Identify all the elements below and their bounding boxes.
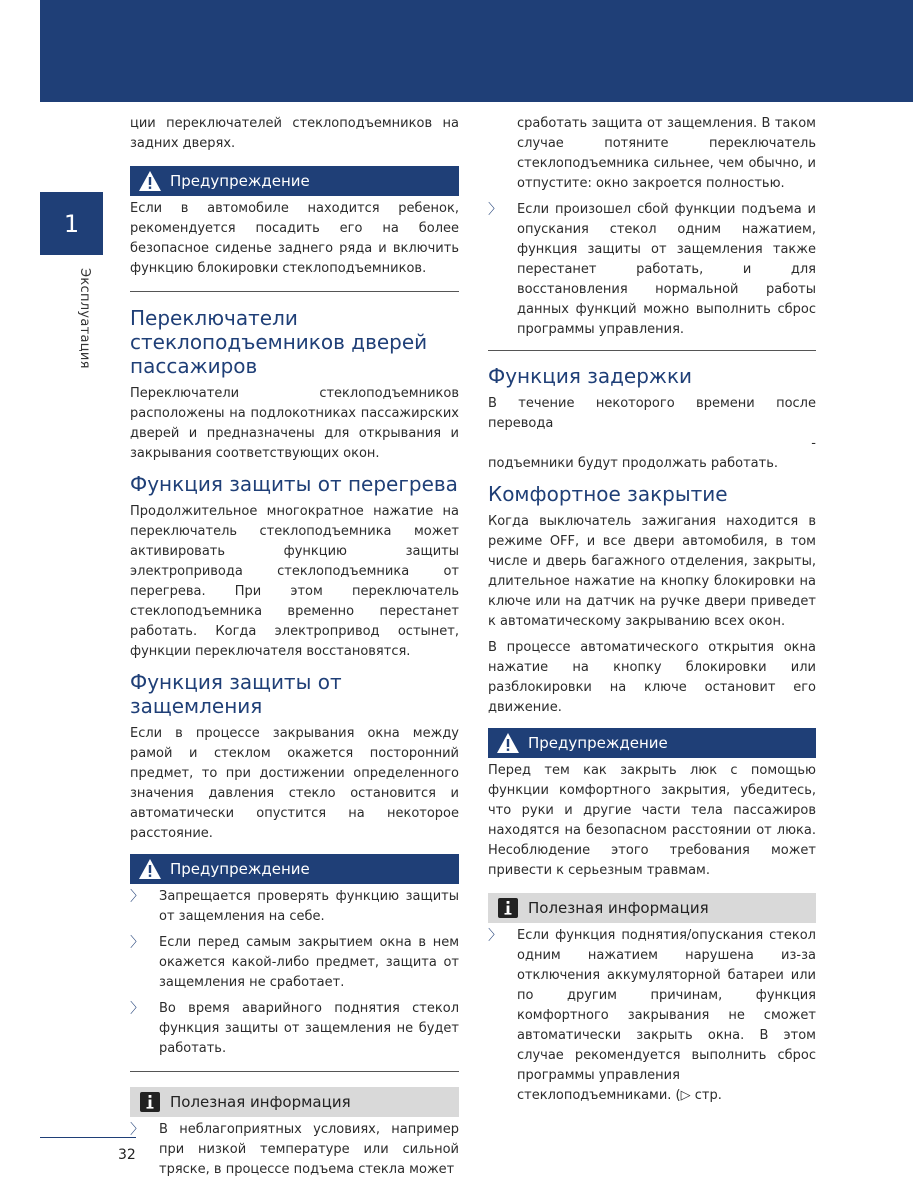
section-paragraph: Продолжительное многократное нажатие на переключатель стеклоподъемника может активировать функцию защиты электропривода стеклоподъемника от перегрева. При этом переключатель стеклоподъемника временно перестанет работать. Когда электропривод остынет, функции переключателя восстановятся. xyxy=(130,504,459,659)
list-item: 〉 Если перед самым закрытием окна в нем окажется какой-либо предмет, защита от защемления не сработает. xyxy=(130,935,459,990)
warning-triangle-icon xyxy=(488,728,528,758)
chapter-number: 1 xyxy=(40,192,103,255)
warning-label: Предупреждение xyxy=(528,734,668,752)
chevron-right-icon: 〉 xyxy=(488,202,502,218)
chevron-right-icon: 〉 xyxy=(130,935,144,951)
section-paragraph: Переключатели стеклоподъемников расположены на подлокотниках пассажирских дверей и предназначены для открывания и закрывания соответствующих окон. xyxy=(130,386,459,461)
warning-text: Если в автомобиле находится ребенок, рекомендуется посадить его на более безопасное сиденье заднего ряда и включить функцию блокировки стеклоподъемников. xyxy=(130,201,459,276)
list-item: 〉 Во время аварийного поднятия стекол функция защиты от защемления не будет работать. xyxy=(130,1001,459,1056)
warning-bar xyxy=(130,854,459,884)
info-bar xyxy=(488,893,816,923)
warning-triangle-icon xyxy=(130,854,170,884)
section-paragraph: В процессе автоматического открытия окна нажатие на кнопку блокировки или разблокировки на ключе остановит его движение. xyxy=(488,640,816,715)
list-item: 〉 В неблагоприятных условиях, например при низкой температуре или сильной тряске, в процессе подъема стекла может xyxy=(130,1122,459,1177)
header-band xyxy=(40,0,913,102)
section-paragraph: Если в процессе закрывания окна между рамой и стеклом окажется посторонний предмет, то при достижении определенного значения давления стекло остановится и автоматически опустится на некоторое расстояние. xyxy=(130,726,459,841)
chevron-right-icon: 〉 xyxy=(488,928,502,944)
section-divider xyxy=(130,1071,459,1072)
info-bar xyxy=(130,1087,459,1117)
warning-triangle-icon xyxy=(130,166,170,196)
section-heading: Функция задержки xyxy=(488,364,693,388)
warning-text: Перед тем как закрыть люк с помощью функции комфортного закрытия, убедитесь, что руки и другие части тела пассажиров находятся на безопасном расстоянии от люка. Несоблюдение этого требования может привести к серьезным травмам. xyxy=(488,763,816,878)
section-paragraph: В течение некоторого времени после перевода - подъемники будут продолжать работать. xyxy=(488,396,816,471)
left-column xyxy=(130,114,459,1186)
chevron-right-icon: 〉 xyxy=(130,889,144,905)
section-heading: Функция защиты от защемления xyxy=(130,670,342,718)
right-column xyxy=(488,114,816,1112)
warning-label: Предупреждение xyxy=(170,860,310,878)
section-heading: Функция защиты от перегрева xyxy=(130,472,458,496)
section-divider xyxy=(488,350,816,351)
info-label: Полезная информация xyxy=(170,1093,351,1111)
info-icon xyxy=(130,1087,170,1117)
info-label: Полезная информация xyxy=(528,899,709,917)
chapter-label: Эксплуатация xyxy=(77,268,92,369)
info-icon xyxy=(488,893,528,923)
chevron-right-icon: 〉 xyxy=(130,1122,144,1138)
footer-rule xyxy=(40,1137,136,1138)
section-paragraph: Когда выключатель зажигания находится в режиме OFF, и все двери автомобиля, в том числе и дверь багажного отделения, закрыты, длительное нажатие на кнопку блокировки на ключе или на датчик на ручке двери приведет к автоматическому закрыванию всех окон. xyxy=(488,514,816,629)
section-heading: Комфортное закрытие xyxy=(488,482,728,506)
intro-paragraph: ции переключателей стеклоподъемников на задних дверях. xyxy=(130,116,459,151)
list-item-continued: сработать защита от защемления. В таком случае потяните переключатель стеклоподъемника сильнее, чем обычно, и отпустите: окно закроется полностью. xyxy=(517,116,816,191)
warning-label: Предупреждение xyxy=(170,172,310,190)
list-item: 〉 Запрещается проверять функцию защиты от защемления на себе. xyxy=(130,889,459,924)
list-item: 〉 Если произошел сбой функции подъема и опускания стекол одним нажатием, функция защиты от защемления также перестанет работать, и для восстановления нормальной работы данных функций можно выполнить сброс программы управления. xyxy=(488,202,816,337)
section-heading: Переключатели стеклоподъемников дверей пассажиров xyxy=(130,306,428,378)
hyphen-mark: - xyxy=(811,436,816,451)
list-item: 〉 Если функция поднятия/опускания стекол одним нажатием нарушена из-за отключения аккумуляторной батареи или по другим причинам, функция комфортного закрывания не сможет автоматически закрыть окна. В этом случае рекомендуется выполнить сброс программы управления стеклоподъемниками. (▷ стр. xyxy=(488,928,816,1103)
warning-bar xyxy=(488,728,816,758)
section-divider xyxy=(130,291,459,292)
page-number: 32 xyxy=(118,1147,136,1163)
warning-bar xyxy=(130,166,459,196)
chevron-right-icon: 〉 xyxy=(130,1001,144,1017)
